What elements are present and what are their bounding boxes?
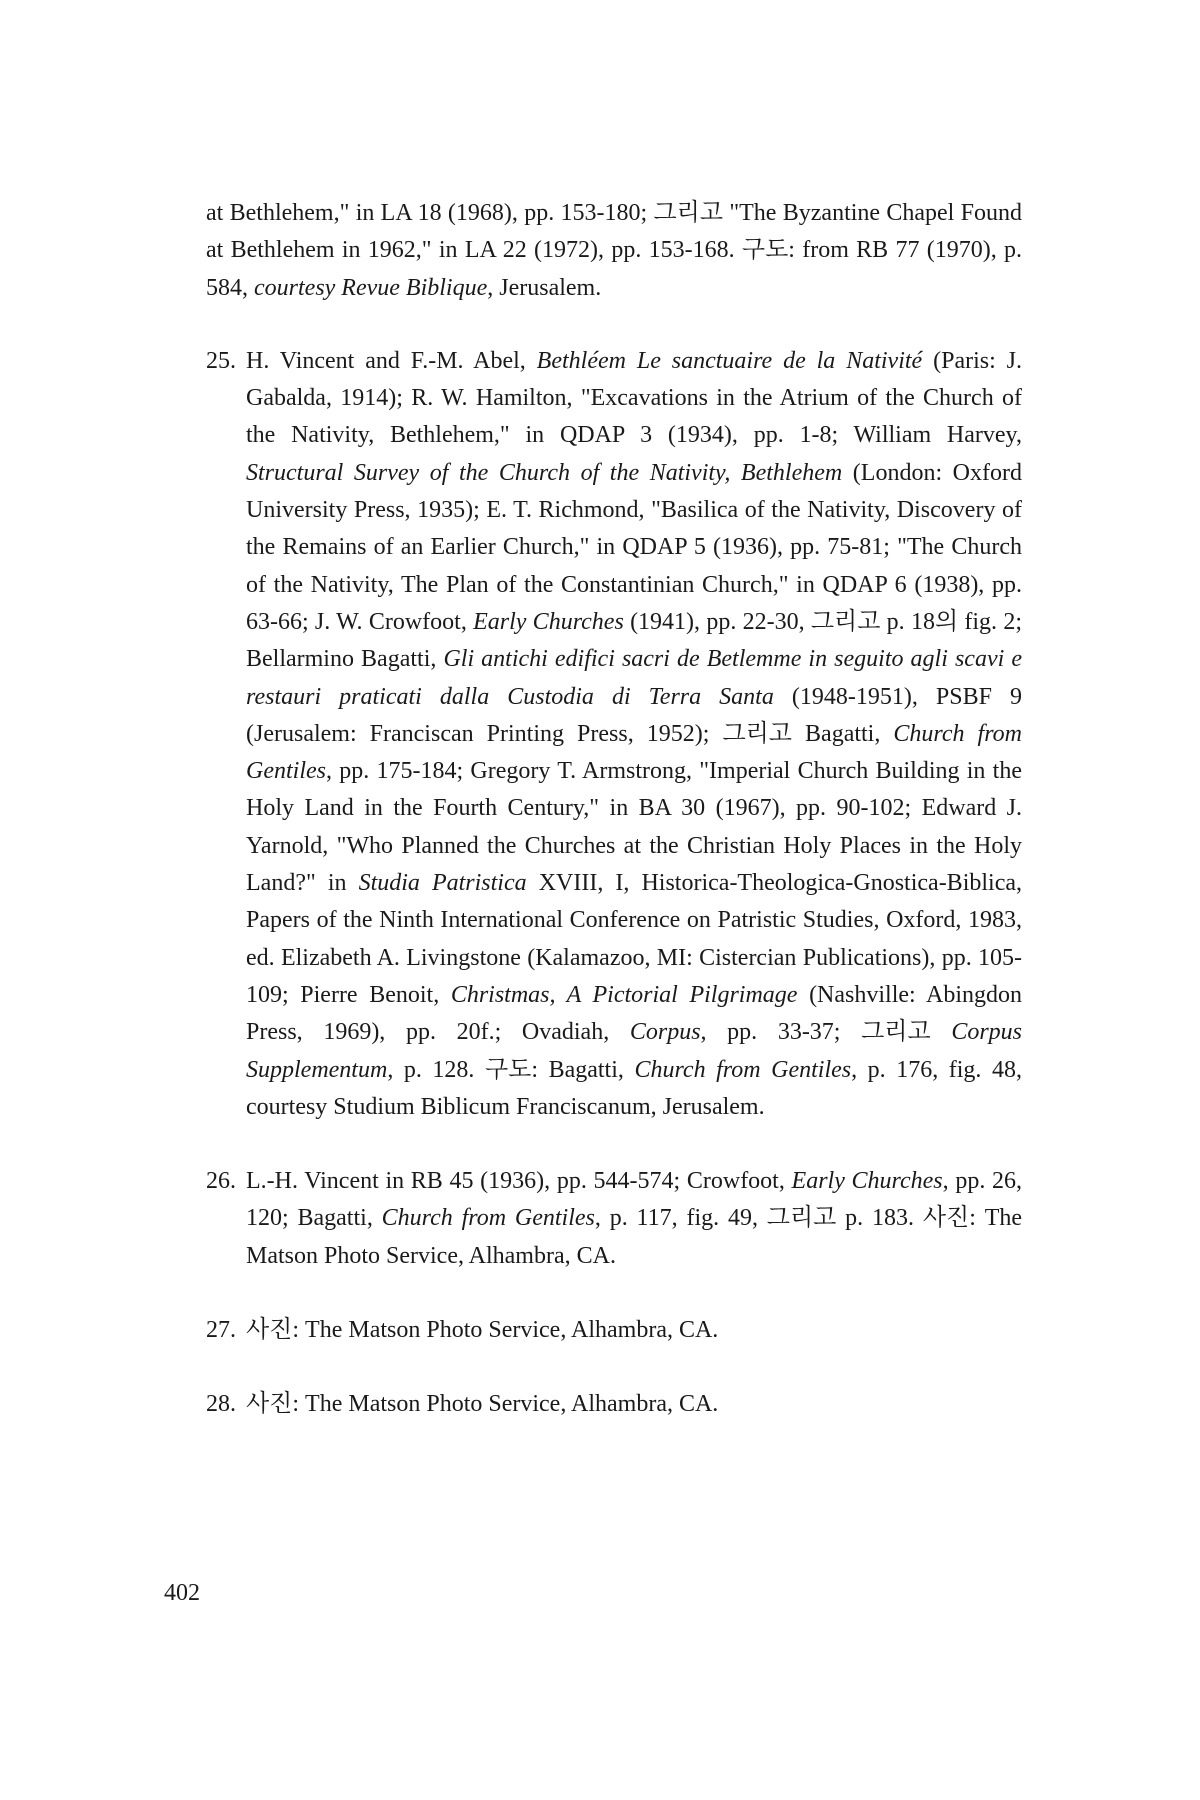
footnote-text: 사진: The Matson Photo Service, Alhambra, CA. [246, 1391, 719, 1418]
footnote-text: 사진: The Matson Photo Service, Alhambra, CA. [246, 1317, 719, 1344]
footnote-text: L.-H. Vincent in RB 45 (1936), pp. 544-574; Crowfoot, Early Churches, pp. 26, 120; Bagatti, Church from Gentiles, p. 117, fig. 49, 그리고 p. 183. 사진: The Matson Photo Service, Alhambra, CA. [246, 1168, 1023, 1269]
footnote-text: H. Vincent and F.-M. Abel, Bethléem Le sanctuaire de la Nativité (Paris: J. Gabalda, 1914); R. W. Hamilton, "Excavations in the Atrium of the Church of the Nativity, Bethlehem," in QDAP 3 (1934), pp. 1-8; William Harvey, Structural Survey of the Church of the Nativity, Bethlehem (London: Oxford University Press, 1935); E. T. Richmond, "Basilica of the Nativity, Discovery of the Remains of an Earlier Church," in QDAP 5 (1936), pp. 75-81; "The Church of the Nativity, The Plan of the Constantinian Church," in QDAP 6 (1938), pp. 63-66; J. W. Crowfoot, Early Churches (1941), pp. 22-30, 그리고 p. 18의 fig. 2; Bellarmino Bagatti, Gli antichi edifici sacri de Betlemme in seguito agli scavi e restauri praticati dalla Custodia di Terra Santa (1948-1951), PSBF 9 (Jerusalem: Franciscan Printing Press, 1952); 그리고 Bagatti, Church from Gentiles, pp. 175-184; Gregory T. Armstrong, "Imperial Church Building in the Holy Land in the Fourth Century," in BA 30 (1967), pp. 90-102; Edward J. Yarnold, "Who Planned the Churches at the Christian Holy Places in the Holy Land?" in Studia Patristica XVIII, I, Historica-Theologica-Gnostica-Biblica, Papers of the Ninth International Conference on Patristic Studies, Oxford, 1983, ed. Elizabeth A. Livingstone (Kalamazoo, MI: Cistercian Publications), pp. 105-109; Pierre Benoit, Christmas, A Pictorial Pilgrimage (Nashville: Abingdon Press, 1969), pp. 20f.; Ovadiah, Corpus, pp. 33-37; 그리고 Corpus Supplementum, p. 128. 구도: Bagatti, Church from Gentiles, p. 176, fig. 48, courtesy Studium Biblicum Franciscanum, Jerusalem. [246, 347, 1023, 1120]
page-number: 402 [164, 1580, 200, 1606]
footnote-number: 27. [206, 1317, 236, 1344]
footnote-27 [206, 1312, 1022, 1349]
footnote-24-continuation: at Bethlehem," in LA 18 (1968), pp. 153-180; 그리고 "The Byzantine Chapel Found at Bethlehem in 1962," in LA 22 (1972), pp. 153-168. 구도: from RB 77 (1970), p. 584, courtesy Revue Biblique, Jerusalem. [206, 200, 1022, 301]
footnote-number: 25. [206, 347, 236, 374]
footnote-number: 28. [206, 1391, 236, 1418]
footnotes-page [206, 195, 1022, 1424]
footnote-26 [206, 1163, 1022, 1275]
footnote-25 [206, 343, 1022, 1126]
footnote-28 [206, 1386, 1022, 1423]
footnote-number: 26. [206, 1168, 236, 1195]
